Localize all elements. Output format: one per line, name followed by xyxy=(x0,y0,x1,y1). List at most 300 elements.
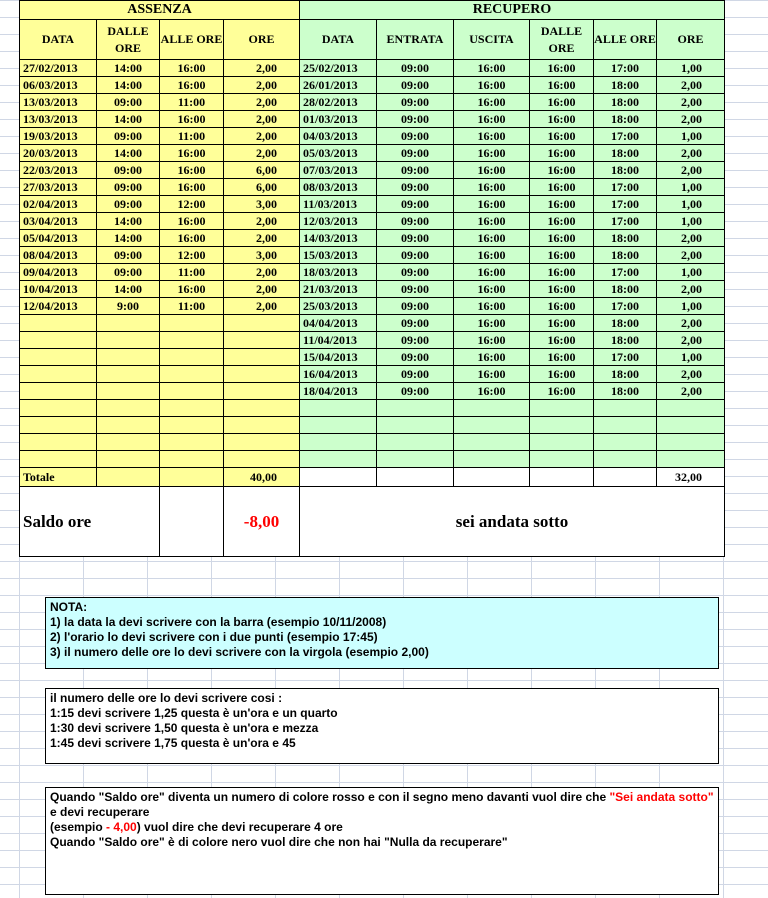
recupero-uscita-cell[interactable]: 16:00 xyxy=(454,230,530,247)
assenza-ore-cell[interactable] xyxy=(224,451,300,468)
recupero-uscita-cell[interactable]: 16:00 xyxy=(454,315,530,332)
recupero-data-cell[interactable]: 07/03/2013 xyxy=(300,162,377,179)
explanation-text: (esempio xyxy=(50,820,107,834)
recupero-total-value[interactable]: 32,00 xyxy=(657,468,725,487)
recupero-data-cell[interactable]: 25/03/2013 xyxy=(300,298,377,315)
assenza-header-data[interactable]: DATA xyxy=(20,20,97,60)
recupero-alle-cell[interactable]: 18:00 xyxy=(594,145,657,162)
assenza-ore-cell[interactable]: 2,00 xyxy=(224,298,300,315)
recupero-entrata-cell[interactable]: 09:00 xyxy=(377,332,454,349)
recupero-title[interactable]: RECUPERO xyxy=(300,1,725,20)
assenza-ore-cell[interactable] xyxy=(224,400,300,417)
recupero-entrata-cell[interactable]: 09:00 xyxy=(377,77,454,94)
recupero-dalle-cell[interactable]: 16:00 xyxy=(530,281,594,298)
assenza-data-cell[interactable]: 22/03/2013 xyxy=(20,162,97,179)
recupero-header-data[interactable]: DATA xyxy=(300,20,377,60)
recupero-ore-cell[interactable]: 2,00 xyxy=(657,162,725,179)
recupero-ore-cell[interactable] xyxy=(657,417,725,434)
assenza-dalle-cell[interactable]: 14:00 xyxy=(97,60,160,77)
recupero-ore-cell[interactable]: 2,00 xyxy=(657,332,725,349)
assenza-ore-cell[interactable] xyxy=(224,315,300,332)
recupero-dalle-cell[interactable]: 16:00 xyxy=(530,247,594,264)
recupero-entrata-cell[interactable]: 09:00 xyxy=(377,383,454,400)
recupero-dalle-cell[interactable]: 16:00 xyxy=(530,315,594,332)
recupero-alle-cell[interactable]: 18:00 xyxy=(594,383,657,400)
recupero-ore-cell[interactable]: 1,00 xyxy=(657,213,725,230)
assenza-alle-cell[interactable]: 11:00 xyxy=(160,298,224,315)
recupero-alle-cell[interactable]: 18:00 xyxy=(594,111,657,128)
recupero-entrata-cell[interactable] xyxy=(377,451,454,468)
recupero-dalle-cell[interactable]: 16:00 xyxy=(530,94,594,111)
recupero-uscita-cell[interactable] xyxy=(454,400,530,417)
assenza-ore-cell[interactable]: 3,00 xyxy=(224,247,300,264)
recupero-entrata-cell[interactable] xyxy=(377,434,454,451)
recupero-entrata-cell[interactable]: 09:00 xyxy=(377,111,454,128)
assenza-data-cell[interactable]: 12/04/2013 xyxy=(20,298,97,315)
recupero-entrata-cell[interactable]: 09:00 xyxy=(377,213,454,230)
assenza-dalle-cell[interactable] xyxy=(97,315,160,332)
assenza-data-cell[interactable]: 02/04/2013 xyxy=(20,196,97,213)
assenza-ore-cell[interactable] xyxy=(224,366,300,383)
assenza-alle-cell[interactable]: 16:00 xyxy=(160,179,224,196)
table-row xyxy=(20,247,725,264)
assenza-dalle-cell[interactable] xyxy=(97,332,160,349)
recupero-entrata-cell[interactable]: 09:00 xyxy=(377,315,454,332)
assenza-ore-cell[interactable]: 2,00 xyxy=(224,77,300,94)
recupero-dalle-cell[interactable]: 16:00 xyxy=(530,196,594,213)
recupero-entrata-cell[interactable]: 09:00 xyxy=(377,162,454,179)
recupero-dalle-cell[interactable]: 16:00 xyxy=(530,349,594,366)
recupero-data-cell[interactable]: 18/04/2013 xyxy=(300,383,377,400)
recupero-alle-cell[interactable]: 17:00 xyxy=(594,264,657,281)
recupero-dalle-cell[interactable]: 16:00 xyxy=(530,230,594,247)
recupero-ore-cell[interactable]: 2,00 xyxy=(657,383,725,400)
assenza-header-dalle-ore[interactable]: DALLE ORE xyxy=(97,20,160,60)
table-row xyxy=(20,145,725,162)
recupero-dalle-cell[interactable]: 16:00 xyxy=(530,298,594,315)
recupero-uscita-cell[interactable]: 16:00 xyxy=(454,111,530,128)
recupero-ore-cell[interactable]: 2,00 xyxy=(657,77,725,94)
recupero-uscita-cell[interactable]: 16:00 xyxy=(454,349,530,366)
explanation-line-2 xyxy=(50,820,714,835)
table-row xyxy=(20,434,725,451)
assenza-dalle-cell[interactable]: 14:00 xyxy=(97,111,160,128)
recupero-dalle-cell[interactable]: 16:00 xyxy=(530,60,594,77)
recupero-uscita-cell[interactable]: 16:00 xyxy=(454,247,530,264)
recupero-header-uscita[interactable]: USCITA xyxy=(454,20,530,60)
recupero-ore-cell[interactable]: 1,00 xyxy=(657,298,725,315)
recupero-dalle-cell[interactable] xyxy=(530,417,594,434)
recupero-uscita-cell[interactable]: 16:00 xyxy=(454,332,530,349)
assenza-data-cell[interactable] xyxy=(20,366,97,383)
nota-line: NOTA: xyxy=(50,600,88,614)
assenza-dalle-cell[interactable]: 14:00 xyxy=(97,213,160,230)
recupero-dalle-cell[interactable]: 16:00 xyxy=(530,128,594,145)
table-row xyxy=(20,94,725,111)
recupero-dalle-cell[interactable]: 16:00 xyxy=(530,179,594,196)
recupero-alle-cell[interactable]: 18:00 xyxy=(594,332,657,349)
assenza-alle-cell[interactable]: 12:00 xyxy=(160,196,224,213)
table-row xyxy=(20,264,725,281)
recupero-header-alle-ore[interactable]: ALLE ORE xyxy=(594,20,657,60)
assenza-ore-cell[interactable]: 3,00 xyxy=(224,196,300,213)
recupero-entrata-cell[interactable]: 09:00 xyxy=(377,298,454,315)
recupero-data-cell[interactable]: 11/04/2013 xyxy=(300,332,377,349)
assenza-ore-cell[interactable]: 2,00 xyxy=(224,264,300,281)
recupero-dalle-cell[interactable]: 16:00 xyxy=(530,213,594,230)
recupero-entrata-cell[interactable]: 09:00 xyxy=(377,281,454,298)
saldo-label[interactable]: Saldo ore xyxy=(20,487,160,557)
recupero-data-cell[interactable]: 11/03/2013 xyxy=(300,196,377,213)
table-row xyxy=(20,162,725,179)
recupero-data-cell[interactable]: 14/03/2013 xyxy=(300,230,377,247)
recupero-data-cell[interactable] xyxy=(300,400,377,417)
assenza-ore-cell[interactable] xyxy=(224,332,300,349)
assenza-data-cell[interactable]: 27/02/2013 xyxy=(20,60,97,77)
assenza-ore-cell[interactable]: 2,00 xyxy=(224,94,300,111)
assenza-data-cell[interactable] xyxy=(20,400,97,417)
recupero-data-cell[interactable] xyxy=(300,451,377,468)
assenza-alle-cell[interactable]: 12:00 xyxy=(160,247,224,264)
assenza-ore-cell[interactable] xyxy=(224,383,300,400)
assenza-data-cell[interactable] xyxy=(20,332,97,349)
recupero-ore-cell[interactable]: 1,00 xyxy=(657,128,725,145)
recupero-ore-cell[interactable]: 2,00 xyxy=(657,247,725,264)
recupero-entrata-cell[interactable]: 09:00 xyxy=(377,196,454,213)
assenza-alle-cell[interactable] xyxy=(160,332,224,349)
explanation-text: ) vuol dire che devi recuperare 4 ore xyxy=(136,820,343,834)
table-row xyxy=(20,111,725,128)
saldo-message[interactable]: sei andata sotto xyxy=(300,487,725,557)
assenza-data-cell[interactable]: 27/03/2013 xyxy=(20,179,97,196)
recupero-alle-cell[interactable] xyxy=(594,451,657,468)
assenza-data-cell[interactable] xyxy=(20,349,97,366)
assenza-data-cell[interactable]: 13/03/2013 xyxy=(20,94,97,111)
recupero-uscita-cell[interactable]: 16:00 xyxy=(454,264,530,281)
recupero-dalle-cell[interactable]: 16:00 xyxy=(530,383,594,400)
assenza-dalle-cell[interactable]: 14:00 xyxy=(97,230,160,247)
saldo-explanation-box xyxy=(45,787,719,895)
recupero-alle-cell[interactable]: 17:00 xyxy=(594,349,657,366)
assenza-data-cell[interactable]: 13/03/2013 xyxy=(20,111,97,128)
assenza-dalle-cell[interactable]: 09:00 xyxy=(97,196,160,213)
assenza-dalle-cell[interactable]: 09:00 xyxy=(97,94,160,111)
assenza-alle-cell[interactable] xyxy=(160,417,224,434)
recupero-entrata-cell[interactable]: 09:00 xyxy=(377,366,454,383)
explanation-text: Quando "Saldo ore" diventa un numero di colore rosso e con il segno meno davanti vuol dire che xyxy=(50,790,610,804)
assenza-alle-cell[interactable] xyxy=(160,366,224,383)
recupero-dalle-cell[interactable]: 16:00 xyxy=(530,162,594,179)
assenza-alle-cell[interactable]: 16:00 xyxy=(160,77,224,94)
assenza-dalle-cell[interactable] xyxy=(97,400,160,417)
assenza-data-cell[interactable] xyxy=(20,383,97,400)
recupero-alle-cell[interactable]: 18:00 xyxy=(594,315,657,332)
empty-cell[interactable] xyxy=(97,468,160,487)
assenza-dalle-cell[interactable]: 9:00 xyxy=(97,298,160,315)
explanation-line-1 xyxy=(50,790,714,820)
recupero-header-ore[interactable]: ORE xyxy=(657,20,725,60)
recupero-entrata-cell[interactable] xyxy=(377,417,454,434)
explanation-text: e devi recuperare xyxy=(50,805,150,819)
assenza-ore-cell[interactable] xyxy=(224,349,300,366)
table-row xyxy=(20,230,725,247)
recupero-alle-cell[interactable]: 17:00 xyxy=(594,128,657,145)
recupero-data-cell[interactable]: 15/03/2013 xyxy=(300,247,377,264)
table-row xyxy=(20,213,725,230)
assenza-alle-cell[interactable]: 16:00 xyxy=(160,60,224,77)
assenza-dalle-cell[interactable]: 14:00 xyxy=(97,281,160,298)
recupero-data-cell[interactable] xyxy=(300,417,377,434)
empty-cell[interactable] xyxy=(454,468,530,487)
recupero-entrata-cell[interactable]: 09:00 xyxy=(377,145,454,162)
recupero-uscita-cell[interactable]: 16:00 xyxy=(454,60,530,77)
recupero-uscita-cell[interactable]: 16:00 xyxy=(454,94,530,111)
table-row xyxy=(20,77,725,94)
format-line: il numero delle ore lo devi scrivere cosi : xyxy=(50,691,283,705)
assenza-ore-cell[interactable]: 6,00 xyxy=(224,162,300,179)
recupero-data-cell[interactable]: 26/01/2013 xyxy=(300,77,377,94)
recupero-uscita-cell[interactable]: 16:00 xyxy=(454,145,530,162)
recupero-data-cell[interactable]: 04/03/2013 xyxy=(300,128,377,145)
recupero-ore-cell[interactable] xyxy=(657,451,725,468)
recupero-uscita-cell[interactable]: 16:00 xyxy=(454,366,530,383)
recupero-uscita-cell[interactable]: 16:00 xyxy=(454,298,530,315)
assenza-dalle-cell[interactable] xyxy=(97,383,160,400)
recupero-alle-cell[interactable]: 17:00 xyxy=(594,298,657,315)
table-row xyxy=(20,451,725,468)
recupero-entrata-cell[interactable]: 09:00 xyxy=(377,349,454,366)
recupero-alle-cell[interactable]: 18:00 xyxy=(594,77,657,94)
assenza-alle-cell[interactable] xyxy=(160,400,224,417)
assenza-alle-cell[interactable] xyxy=(160,451,224,468)
empty-cell[interactable] xyxy=(160,468,224,487)
table-row xyxy=(20,196,725,213)
recupero-data-cell[interactable]: 18/03/2013 xyxy=(300,264,377,281)
table-row xyxy=(20,332,725,349)
recupero-alle-cell[interactable] xyxy=(594,400,657,417)
empty-cell[interactable] xyxy=(530,468,594,487)
recupero-alle-cell[interactable]: 18:00 xyxy=(594,247,657,264)
recupero-alle-cell[interactable] xyxy=(594,417,657,434)
saldo-value[interactable]: -8,00 xyxy=(224,487,300,557)
recupero-data-cell[interactable]: 01/03/2013 xyxy=(300,111,377,128)
assenza-alle-cell[interactable] xyxy=(160,315,224,332)
assenza-alle-cell[interactable]: 16:00 xyxy=(160,111,224,128)
recupero-entrata-cell[interactable]: 09:00 xyxy=(377,128,454,145)
assenza-alle-cell[interactable] xyxy=(160,383,224,400)
table-row xyxy=(20,281,725,298)
total-row xyxy=(20,468,725,487)
assenza-header-ore[interactable]: ORE xyxy=(224,20,300,60)
assenza-data-cell[interactable] xyxy=(20,434,97,451)
assenza-ore-cell[interactable] xyxy=(224,417,300,434)
recupero-ore-cell[interactable]: 2,00 xyxy=(657,111,725,128)
recupero-dalle-cell[interactable]: 16:00 xyxy=(530,366,594,383)
recupero-data-cell[interactable]: 05/03/2013 xyxy=(300,145,377,162)
recupero-data-cell[interactable] xyxy=(300,434,377,451)
assenza-ore-cell[interactable]: 2,00 xyxy=(224,281,300,298)
assenza-total-label[interactable]: Totale xyxy=(20,468,97,487)
recupero-data-cell[interactable]: 12/03/2013 xyxy=(300,213,377,230)
assenza-dalle-cell[interactable] xyxy=(97,366,160,383)
recupero-ore-cell[interactable]: 2,00 xyxy=(657,145,725,162)
recupero-entrata-cell[interactable]: 09:00 xyxy=(377,230,454,247)
recupero-header-dalle-ore[interactable]: DALLE ORE xyxy=(530,20,594,60)
assenza-dalle-cell[interactable] xyxy=(97,349,160,366)
assenza-ore-cell[interactable]: 2,00 xyxy=(224,230,300,247)
assenza-alle-cell[interactable] xyxy=(160,434,224,451)
recupero-uscita-cell[interactable] xyxy=(454,434,530,451)
recupero-uscita-cell[interactable]: 16:00 xyxy=(454,383,530,400)
recupero-ore-cell[interactable]: 1,00 xyxy=(657,196,725,213)
assenza-alle-cell[interactable]: 16:00 xyxy=(160,281,224,298)
recupero-ore-cell[interactable]: 1,00 xyxy=(657,349,725,366)
assenza-alle-cell[interactable]: 11:00 xyxy=(160,94,224,111)
assenza-header-alle-ore[interactable]: ALLE ORE xyxy=(160,20,224,60)
recupero-data-cell[interactable]: 16/04/2013 xyxy=(300,366,377,383)
assenza-dalle-cell[interactable]: 14:00 xyxy=(97,77,160,94)
assenza-ore-cell[interactable]: 2,00 xyxy=(224,128,300,145)
explanation-red-text: - 4,00 xyxy=(106,820,137,834)
recupero-dalle-cell[interactable]: 16:00 xyxy=(530,145,594,162)
table-row xyxy=(20,417,725,434)
recupero-alle-cell[interactable]: 17:00 xyxy=(594,179,657,196)
recupero-uscita-cell[interactable]: 16:00 xyxy=(454,213,530,230)
recupero-entrata-cell[interactable] xyxy=(377,400,454,417)
recupero-data-cell[interactable]: 28/02/2013 xyxy=(300,94,377,111)
empty-cell[interactable] xyxy=(300,468,377,487)
recupero-data-cell[interactable]: 15/04/2013 xyxy=(300,349,377,366)
recupero-alle-cell[interactable] xyxy=(594,434,657,451)
assenza-data-cell[interactable] xyxy=(20,417,97,434)
assenza-dalle-cell[interactable] xyxy=(97,434,160,451)
recupero-uscita-cell[interactable] xyxy=(454,417,530,434)
assenza-data-cell[interactable] xyxy=(20,451,97,468)
recupero-uscita-cell[interactable]: 16:00 xyxy=(454,77,530,94)
assenza-data-cell[interactable]: 08/04/2013 xyxy=(20,247,97,264)
recupero-entrata-cell[interactable]: 09:00 xyxy=(377,247,454,264)
table-row xyxy=(20,60,725,77)
assenza-alle-cell[interactable]: 11:00 xyxy=(160,264,224,281)
assenza-alle-cell[interactable]: 16:00 xyxy=(160,162,224,179)
recupero-data-cell[interactable]: 04/04/2013 xyxy=(300,315,377,332)
assenza-data-cell[interactable]: 20/03/2013 xyxy=(20,145,97,162)
recupero-ore-cell[interactable]: 2,00 xyxy=(657,281,725,298)
table-row xyxy=(20,366,725,383)
assenza-ore-cell[interactable]: 2,00 xyxy=(224,60,300,77)
recupero-uscita-cell[interactable]: 16:00 xyxy=(454,162,530,179)
assenza-alle-cell[interactable]: 16:00 xyxy=(160,213,224,230)
format-line: 1:45 devi scrivere 1,75 questa è un'ora e 45 xyxy=(50,736,296,750)
assenza-data-cell[interactable]: 19/03/2013 xyxy=(20,128,97,145)
empty-cell[interactable] xyxy=(594,468,657,487)
recupero-ore-cell[interactable] xyxy=(657,434,725,451)
assenza-dalle-cell[interactable]: 09:00 xyxy=(97,247,160,264)
recupero-uscita-cell[interactable]: 16:00 xyxy=(454,128,530,145)
assenza-data-cell[interactable]: 09/04/2013 xyxy=(20,264,97,281)
recupero-ore-cell[interactable]: 2,00 xyxy=(657,315,725,332)
recupero-data-cell[interactable]: 25/02/2013 xyxy=(300,60,377,77)
recupero-alle-cell[interactable]: 18:00 xyxy=(594,366,657,383)
table-row xyxy=(20,179,725,196)
recupero-ore-cell[interactable]: 2,00 xyxy=(657,366,725,383)
recupero-ore-cell[interactable]: 1,00 xyxy=(657,60,725,77)
recupero-alle-cell[interactable]: 17:00 xyxy=(594,196,657,213)
assenza-dalle-cell[interactable] xyxy=(97,451,160,468)
assenza-alle-cell[interactable]: 16:00 xyxy=(160,145,224,162)
recupero-alle-cell[interactable]: 17:00 xyxy=(594,213,657,230)
recupero-alle-cell[interactable]: 18:00 xyxy=(594,281,657,298)
assenza-alle-cell[interactable]: 16:00 xyxy=(160,230,224,247)
assenza-dalle-cell[interactable]: 09:00 xyxy=(97,128,160,145)
format-line: 1:15 devi scrivere 1,25 questa è un'ora e un quarto xyxy=(50,706,338,720)
assenza-total-value[interactable]: 40,00 xyxy=(224,468,300,487)
recupero-header-entrata[interactable]: ENTRATA xyxy=(377,20,454,60)
recupero-uscita-cell[interactable]: 16:00 xyxy=(454,281,530,298)
recupero-ore-cell[interactable]: 1,00 xyxy=(657,179,725,196)
recupero-ore-cell[interactable] xyxy=(657,400,725,417)
table-row xyxy=(20,298,725,315)
recupero-ore-cell[interactable]: 1,00 xyxy=(657,264,725,281)
recupero-data-cell[interactable]: 08/03/2013 xyxy=(300,179,377,196)
assenza-ore-cell[interactable]: 2,00 xyxy=(224,213,300,230)
hours-format-box xyxy=(45,688,719,764)
recupero-entrata-cell[interactable]: 09:00 xyxy=(377,179,454,196)
recupero-dalle-cell[interactable] xyxy=(530,451,594,468)
assenza-data-cell[interactable]: 03/04/2013 xyxy=(20,213,97,230)
assenza-dalle-cell[interactable]: 14:00 xyxy=(97,145,160,162)
recupero-dalle-cell[interactable]: 16:00 xyxy=(530,332,594,349)
assenza-data-cell[interactable]: 10/04/2013 xyxy=(20,281,97,298)
assenza-dalle-cell[interactable] xyxy=(97,417,160,434)
recupero-dalle-cell[interactable] xyxy=(530,434,594,451)
recupero-alle-cell[interactable]: 17:00 xyxy=(594,60,657,77)
recupero-dalle-cell[interactable]: 16:00 xyxy=(530,77,594,94)
recupero-uscita-cell[interactable]: 16:00 xyxy=(454,179,530,196)
recupero-ore-cell[interactable]: 2,00 xyxy=(657,230,725,247)
assenza-dalle-cell[interactable]: 09:00 xyxy=(97,179,160,196)
assenza-dalle-cell[interactable]: 09:00 xyxy=(97,264,160,281)
recupero-data-cell[interactable]: 21/03/2013 xyxy=(300,281,377,298)
recupero-dalle-cell[interactable] xyxy=(530,400,594,417)
recupero-alle-cell[interactable]: 18:00 xyxy=(594,230,657,247)
empty-cell[interactable] xyxy=(377,468,454,487)
recupero-uscita-cell[interactable] xyxy=(454,451,530,468)
recupero-alle-cell[interactable]: 18:00 xyxy=(594,162,657,179)
recupero-entrata-cell[interactable]: 09:00 xyxy=(377,60,454,77)
recupero-alle-cell[interactable]: 18:00 xyxy=(594,94,657,111)
assenza-ore-cell[interactable]: 6,00 xyxy=(224,179,300,196)
recupero-dalle-cell[interactable]: 16:00 xyxy=(530,264,594,281)
assenza-title[interactable]: ASSENZA xyxy=(20,1,300,20)
assenza-dalle-cell[interactable]: 09:00 xyxy=(97,162,160,179)
recupero-dalle-cell[interactable]: 16:00 xyxy=(530,111,594,128)
empty-cell[interactable] xyxy=(160,487,224,557)
assenza-ore-cell[interactable]: 2,00 xyxy=(224,111,300,128)
assenza-alle-cell[interactable] xyxy=(160,349,224,366)
assenza-ore-cell[interactable] xyxy=(224,434,300,451)
assenza-data-cell[interactable] xyxy=(20,315,97,332)
assenza-alle-cell[interactable]: 11:00 xyxy=(160,128,224,145)
assenza-ore-cell[interactable]: 2,00 xyxy=(224,145,300,162)
assenza-data-cell[interactable]: 06/03/2013 xyxy=(20,77,97,94)
recupero-entrata-cell[interactable]: 09:00 xyxy=(377,94,454,111)
recupero-ore-cell[interactable]: 2,00 xyxy=(657,94,725,111)
assenza-data-cell[interactable]: 05/04/2013 xyxy=(20,230,97,247)
recupero-uscita-cell[interactable]: 16:00 xyxy=(454,196,530,213)
recupero-entrata-cell[interactable]: 09:00 xyxy=(377,264,454,281)
explanation-line-3: Quando "Saldo ore" è di colore nero vuol dire che non hai "Nulla da recuperare" xyxy=(50,835,508,849)
